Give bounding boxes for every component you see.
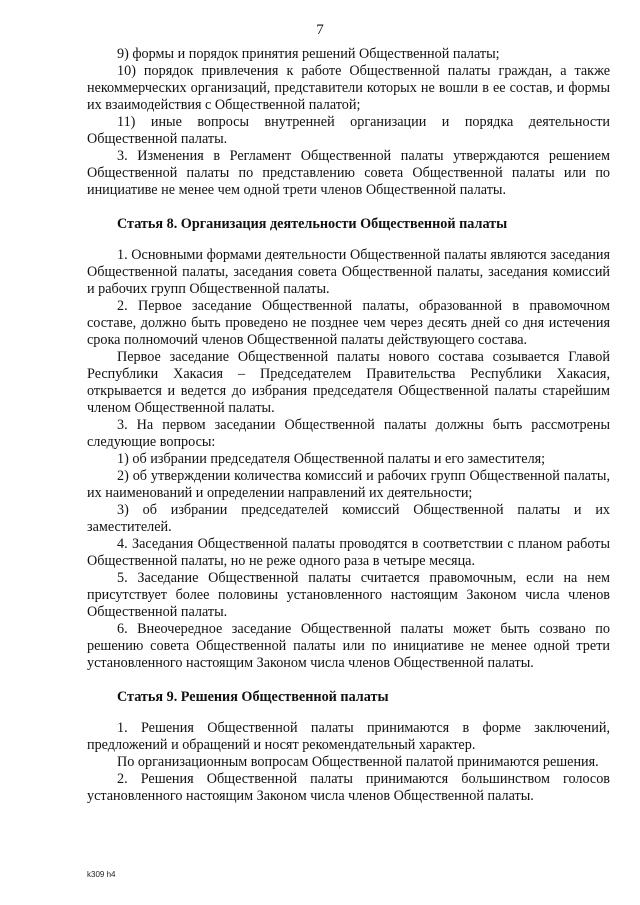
paragraph: 2. Решения Общественной палаты принимаются большинством голосов установленного настоящим Законом числа членов Общественной палаты.	[87, 771, 610, 804]
document-body	[87, 46, 610, 805]
list-item: 1) об избрании председателя Общественной палаты и его заместителя;	[117, 451, 546, 467]
article-9-body	[87, 720, 610, 805]
list-item: 10) порядок привлечения к работе Общественной палаты граждан, а также некоммерческих организаций, представители которых не вошли в ее состав, и формы их взаимодействия с Общественной палатой;	[87, 63, 610, 113]
regulation-items	[87, 46, 610, 199]
list-item: 9) формы и порядок принятия решений Общественной палаты;	[117, 46, 500, 62]
paragraph: 2. Первое заседание Общественной палаты, образованной в правомочном составе, должно быть проведено не позднее чем через десять дней со дня истечения срока полномочий членов Общественной палаты действующего состава.	[87, 298, 610, 348]
paragraph: 3. Изменения в Регламент Общественной палаты утверждаются решением Общественной палаты по представлению совета Общественной палаты или по инициативе не менее чем одной трети членов Общественной палаты.	[87, 148, 610, 198]
paragraph: 1. Решения Общественной палаты принимаются в форме заключений, предложений и обращений и носят рекомендательный характер.	[87, 720, 610, 753]
page-number: 7	[316, 22, 324, 38]
article-8-heading: Статья 8. Организация деятельности Общественной палаты	[117, 216, 508, 232]
paragraph: Первое заседание Общественной палаты нового состава созывается Главой Республики Хакасия – Председателем Правительства Республики Хакасия, открывается и ведется до избрания председателя Общественной палаты старейшим членом Общественной палаты.	[87, 349, 610, 416]
list-item: 2) об утверждении количества комиссий и рабочих групп Общественной палаты, их наименований и определении направлений их деятельности;	[87, 468, 610, 501]
paragraph: 6. Внеочередное заседание Общественной палаты может быть созвано по решению совета Общественной палаты или по инициативе не менее одной трети установленного настоящим Законом числа членов Общественной палаты.	[87, 621, 610, 671]
paragraph: По организационным вопросам Общественной палатой принимаются решения.	[117, 754, 599, 770]
paragraph: 5. Заседание Общественной палаты считается правомочным, если на нем присутствует более половины установленного настоящим Законом числа членов Общественной палаты.	[87, 570, 610, 620]
paragraph: 3. На первом заседании Общественной палаты должны быть рассмотрены следующие вопросы:	[87, 417, 610, 450]
article-9-heading: Статья 9. Решения Общественной палаты	[117, 689, 389, 705]
paragraph: 4. Заседания Общественной палаты проводятся в соответствии с планом работы Общественной палаты, но не реже одного раза в четыре месяца.	[87, 536, 610, 569]
list-item: 11) иные вопросы внутренней организации и порядка деятельности Общественной палаты.	[87, 114, 610, 147]
article-8-body	[87, 247, 610, 672]
document-code: k309 h4	[87, 870, 116, 879]
list-item: 3) об избрании председателей комиссий Общественной палаты и их заместителей.	[87, 502, 610, 535]
paragraph: 1. Основными формами деятельности Общественной палаты являются заседания Общественной палаты, заседания совета Общественной палаты, заседания комиссий и рабочих групп Общественной палаты.	[87, 247, 610, 297]
